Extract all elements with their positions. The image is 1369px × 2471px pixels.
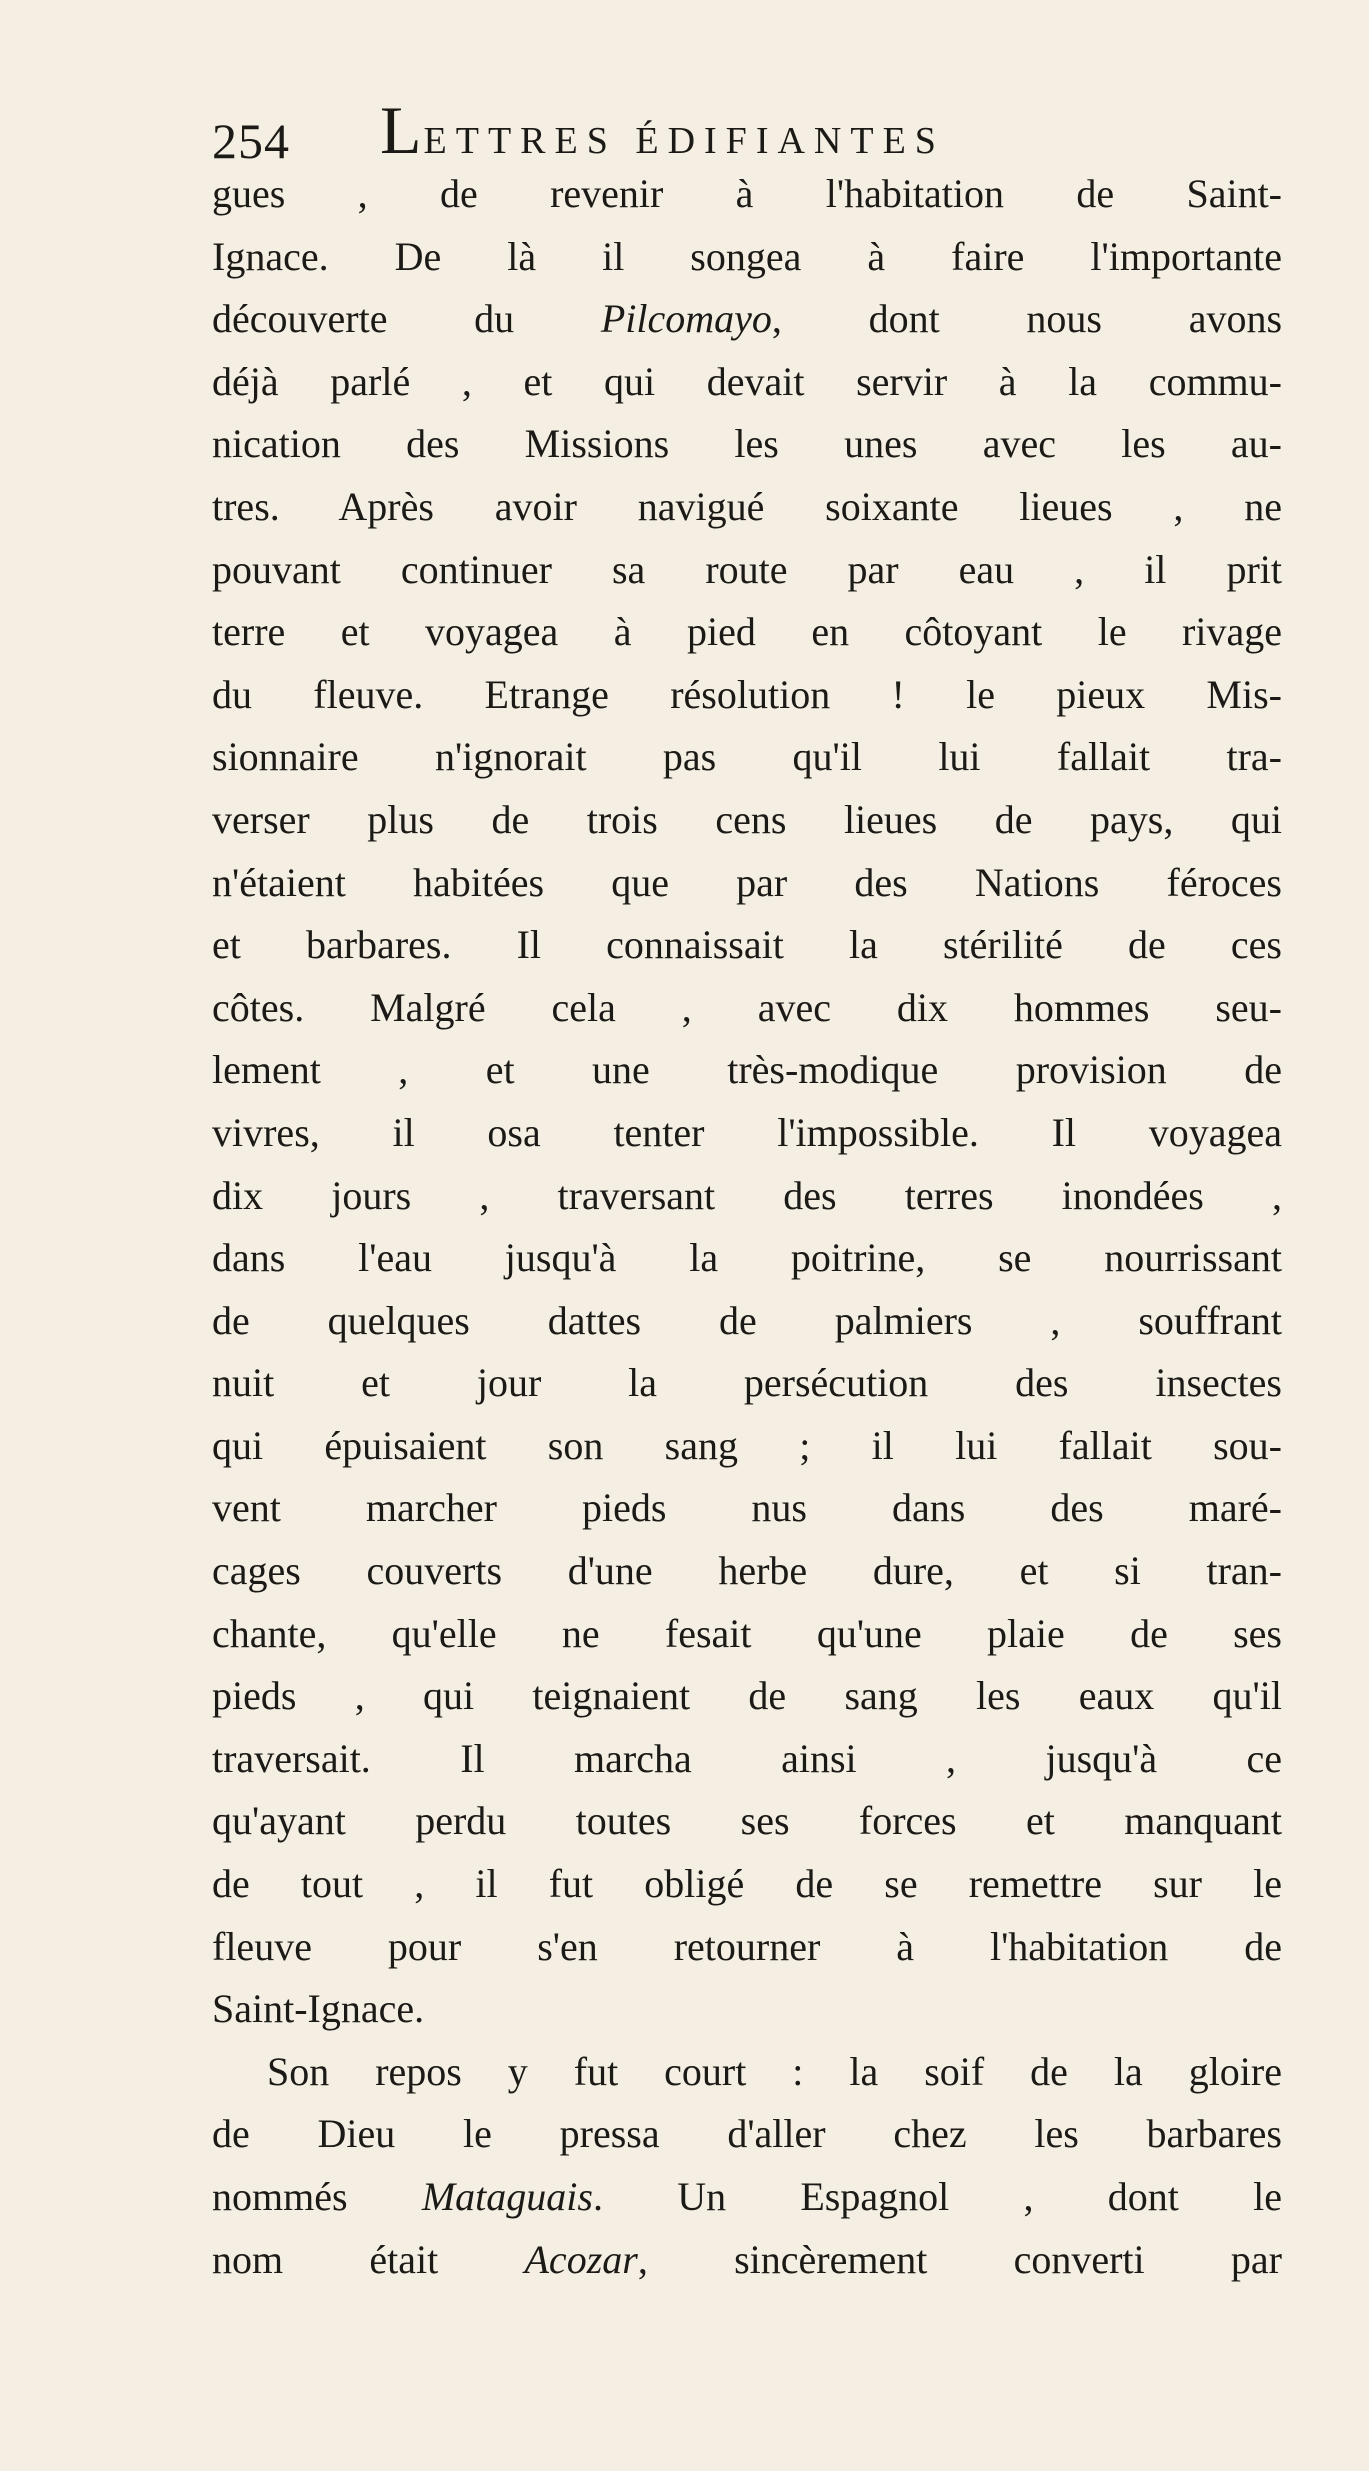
text-line: cages couverts d'une herbe dure, et si tran- xyxy=(212,1548,1282,1594)
text-line: côtes. Malgré cela , avec dix hommes seu- xyxy=(212,984,1282,1030)
text-line: de tout , il fut obligé de se remettre sur le xyxy=(212,1861,1282,1907)
text-segment: nommés xyxy=(212,2174,348,2219)
text-line: Saint-Ignace. xyxy=(212,1986,425,2032)
running-title xyxy=(380,91,945,170)
text-line: du fleuve. Etrange résolution ! le pieux Mis- xyxy=(212,671,1282,717)
text-line: fleuve pour s'en retourner à l'habitation de xyxy=(212,1923,1282,1969)
text-segment: , sincèrement converti par xyxy=(637,2236,1282,2282)
text-segment: , dont nous avons xyxy=(771,296,1283,342)
italic-place-name: Pilcomayo xyxy=(600,296,772,342)
text-line: et barbares. Il connaissait la stérilité de ces xyxy=(212,922,1282,968)
text-line: Son repos y fut court : la soif de la gloire xyxy=(267,2048,1282,2094)
running-header xyxy=(212,80,1112,170)
italic-people-name: Mataguais xyxy=(421,2174,593,2219)
text-line: vivres, il osa tenter l'impossible. Il voyagea xyxy=(212,1109,1282,1155)
text-line: pieds , qui teignaient de sang les eaux qu'il xyxy=(212,1673,1282,1719)
text-line: dans l'eau jusqu'à la poitrine, se nourrissant xyxy=(212,1235,1282,1281)
text-line: nuit et jour la persécution des insectes xyxy=(212,1360,1282,1406)
text-line xyxy=(212,2166,1282,2229)
text-line: verser plus de trois cens lieues de pays, qui xyxy=(212,796,1282,842)
page-number: 254 xyxy=(212,113,290,169)
running-title-word2: ÉDIFIANTES xyxy=(635,120,945,162)
text-line: gues , de revenir à l'habitation de Saint- xyxy=(212,171,1282,216)
text-line: de quelques dattes de palmiers , souffrant xyxy=(212,1297,1282,1343)
text-line xyxy=(212,2229,1282,2292)
text-line: n'étaient habitées que par des Nations féroces xyxy=(212,859,1282,905)
text-line: de Dieu le pressa d'aller chez les barbares xyxy=(212,2111,1282,2157)
running-title-initial: L xyxy=(380,92,424,168)
text-line: dix jours , traversant des terres inondées , xyxy=(212,1172,1282,1218)
running-title-word1: ETTRES xyxy=(423,120,617,162)
body-text xyxy=(212,163,1282,2291)
text-line: qui épuisaient son sang ; il lui fallait sou- xyxy=(212,1422,1282,1468)
text-segment: découverte du xyxy=(212,296,515,342)
running-title-space xyxy=(617,120,636,162)
text-line: qu'ayant perdu toutes ses forces et manquant xyxy=(212,1798,1282,1844)
text-line: déjà parlé , et qui devait servir à la commu- xyxy=(212,358,1282,404)
text-segment: . Un Espagnol , dont le xyxy=(592,2174,1282,2219)
text-line: terre et voyagea à pied en côtoyant le rivage xyxy=(212,609,1282,655)
text-line: nication des Missions les unes avec les au- xyxy=(212,421,1282,467)
text-line: traversait. Il marcha ainsi , jusqu'à ce xyxy=(212,1735,1282,1781)
text-line: sionnaire n'ignorait pas qu'il lui fallait tra- xyxy=(212,734,1282,780)
text-line: Ignace. De là il songea à faire l'importante xyxy=(212,233,1282,279)
text-segment: nom était xyxy=(212,2236,439,2282)
text-line: chante, qu'elle ne fesait qu'une plaie de ses xyxy=(212,1610,1282,1656)
text-line: tres. Après avoir navigué soixante lieues , ne xyxy=(212,483,1282,529)
text-line: vent marcher pieds nus dans des maré- xyxy=(212,1485,1282,1531)
text-line: lement , et une très-modique provision de xyxy=(212,1047,1282,1093)
text-line: pouvant continuer sa route par eau , il prit xyxy=(212,546,1282,592)
text-line xyxy=(212,288,1282,351)
italic-person-name: Acozar xyxy=(524,2236,638,2282)
